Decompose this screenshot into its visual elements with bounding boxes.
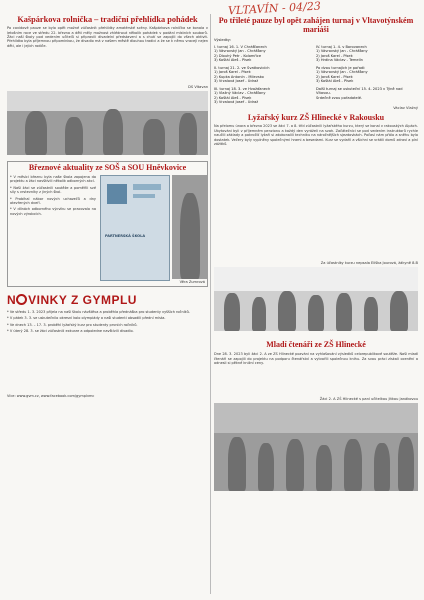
result-line: 3) Koštál Aleš - Písek: [316, 79, 354, 84]
column-divider: [210, 14, 211, 594]
bullet-gympl-1: * Ve středu 1. 3. 2023 přijela na naši školu návštěva a proběhla přednáška pro studenty vyšších ročníků.: [7, 309, 190, 314]
results-intro: Výsledky:: [214, 37, 231, 42]
bullet-hnevkovice-1: * V měsíci březnu byla naše škola zapojena do projektu a žáci navštívili několik odborných akcí.: [10, 174, 96, 184]
novinky-z-gymplu-logo: N VINKY Z GYMPLU: [7, 292, 137, 307]
result-line: III. turnaj 18. 3. ve Hvožďanech: [214, 86, 271, 91]
results-row-2: [214, 66, 418, 84]
bullet-gympl-2: * V pátek 3. 3. se uskutečnilo okresní kolo olympiády a naši studenti obsadili přední místa.: [7, 316, 166, 321]
result-line: 1) Jaroš Karel - Písek: [214, 70, 251, 75]
signature-kasparkova: DS Vltavan: [188, 85, 208, 90]
result-line: 2) Kupka Antonín - Milevsko: [214, 74, 264, 79]
article-title-hnevkovice: Březnové aktuality ze SOŠ a SOU Hněvkovice: [28, 163, 187, 173]
bullet-hnevkovice-4: * V dílnách odborného výcviku se pracovalo na nových výrobcích.: [10, 207, 96, 216]
article-body-lyzarsky: Na přelomu února a března 2023 se žáci 7. a 8. tříd zúčastnili lyžařského kurzu, který se konal v rakouských Alpách. Ubytováni byli v příjemném penzionu a každý den vyráželi na svah. Začátečníci se pod vedením instruktorů rychle naučili základy a pokročilí lyžaři si zdokonalili techniku na náročnějších sjezdovkách. Počasí nám přálo a sněhu bylo dostatek. Večery byly vyplněny společnými hrami a besedami. Kurz se vydařil a všichni se vrátili domů zdraví a plní zážitků.: [214, 124, 418, 147]
photo-ctenari: [214, 403, 418, 491]
ring-icon: [16, 294, 27, 305]
signature-marias: Václav Vlažný: [393, 105, 418, 110]
result-line: 1) Vlažný Václav - Chrášťany: [214, 91, 266, 96]
article-title-lyzarsky: Lyžařský kurz ZŠ Hlinecké v Rakousku: [247, 112, 385, 122]
result-line: Další turnaj se uskuteční 15. 4. 2023 v Týně nad Vltavou.: [316, 86, 403, 96]
photo-lyzarsky: [214, 267, 418, 331]
bullet-gympl-4: * V úterý 28. 3. se žáci zúčastnili exkurze a odpoledne navštívili divadlo.: [7, 329, 134, 334]
result-line: I. turnaj 16. 1. V Chrášťanech: [214, 44, 267, 49]
result-line: 1) Vávrovský Jan - Chrášťany: [316, 70, 368, 75]
result-line: Po dvou turnajích je pořadí:: [316, 65, 366, 70]
result-line: IV. turnaj 1. 4. v Borovanech: [316, 44, 367, 49]
result-line: 2) Koštál Aleš - Písek: [214, 95, 252, 100]
result-line: II. turnaj 21. 2. ve Svatkovicích: [214, 65, 270, 70]
result-line: 1) Vávrovský Jan - Chrášťany: [214, 49, 266, 54]
result-line: Srdečně zvou pořadatelé.: [316, 95, 363, 100]
gympl-links: Více: www.gvm.cz, www.facebook.com/gymplvmc: [7, 393, 95, 398]
results-row-3: [214, 87, 418, 105]
signature-lyzarsky: Za účastníky kurzu nepsala Eliška Jourová, žákyně 8.B: [320, 261, 418, 266]
result-line: 3) Koštál Aleš - Písek: [214, 58, 252, 63]
result-line: 3) Hrdina Václav - Temelín: [316, 58, 363, 63]
signature-hnevkovice: Věra Zumrová: [179, 279, 205, 284]
article-body-ctenari: Dne 28. 3. 2023 byli žáci 2. A ze ZŠ Hlinecké pozváni na vyhlašování výsledků celorepublikové soutěže. Naši mladí čtenáři se zapojili do projektu na podporu čtenářství a vytvořili společnou knihu. Za svou práci získali ocenění a odnesli si pěkné knižní ceny.: [214, 352, 418, 365]
bullet-gympl-3: * Ve dnech 13. – 17. 3. proběhl lyžařský kurz pro studenty prvních ročníků.: [7, 322, 138, 327]
article-body-kasparkova: Po covidové pauze se bylo opět možné zúčastnit přehlídky amatérské scény. Kašpárkova rolnička se konala v letošním roce ve středu 22. března a děti měly možnost zhlédnout několik pohádek v podání místních souborů. Žáci naší školy pod vedením učitelů si připravili divadelní představení a s chutí se zapojili do všech aktivit. Přehlídka byla příjemnou připomínkou, že divadlo má v našem městě dlouhou tradici a že se k němu vracejí nejen děti, ale i jejich rodiče.: [7, 26, 208, 48]
result-line: 3) Vrzalová Josef - Údraž: [214, 79, 259, 84]
leaflet-label: PARTNERSKÁ ŠKOLA: [105, 233, 146, 238]
article-hnevkovice: [7, 161, 208, 287]
right-column: [214, 11, 418, 491]
article-title-ctenari: Mladí čtenáři ze ZŠ Hlinecké: [266, 340, 366, 350]
result-line: 3) Vrzalová Josef - Údraž: [214, 100, 259, 105]
bullet-hnevkovice-3: * Probíhal nábor nových uchazečů a dny otevřených dveří.: [10, 196, 96, 205]
result-line: 2) Jaroš Karel - Písek: [316, 74, 353, 79]
article-title-marias: Po třileté pauze byl opět zahájen turnaj v Vltavotýnském mariáši: [218, 16, 414, 34]
result-line: 2) Jaroš Karel - Písek: [316, 53, 353, 58]
result-line: 2) Dlouhý Petr - Kolomřice: [214, 53, 262, 58]
photo-hnevkovice: [172, 175, 208, 279]
partner-school-leaflet: [100, 175, 170, 281]
article-body-gympl: [7, 310, 208, 394]
signature-ctenari: Žáci 2. A ZŠ Hlinecké s paní učitelkou Jitkou Janákovou: [319, 397, 418, 402]
article-title-kasparkova: Kašpárkova rolnička – tradiční přehlídka pohádek: [17, 15, 198, 24]
photo-kasparkova: [7, 91, 208, 155]
left-column: [7, 11, 208, 398]
result-line: 1) Vávrovský Jan - Chrášťany: [316, 49, 368, 54]
results-row-1: [214, 45, 418, 63]
bullet-hnevkovice-2: * Naši žáci se zúčastnili soutěže a poměřili své síly s vrstevníky z jiných škol.: [10, 185, 96, 195]
handwritten-note: VLTAVÍN - 04/23: [227, 0, 322, 18]
